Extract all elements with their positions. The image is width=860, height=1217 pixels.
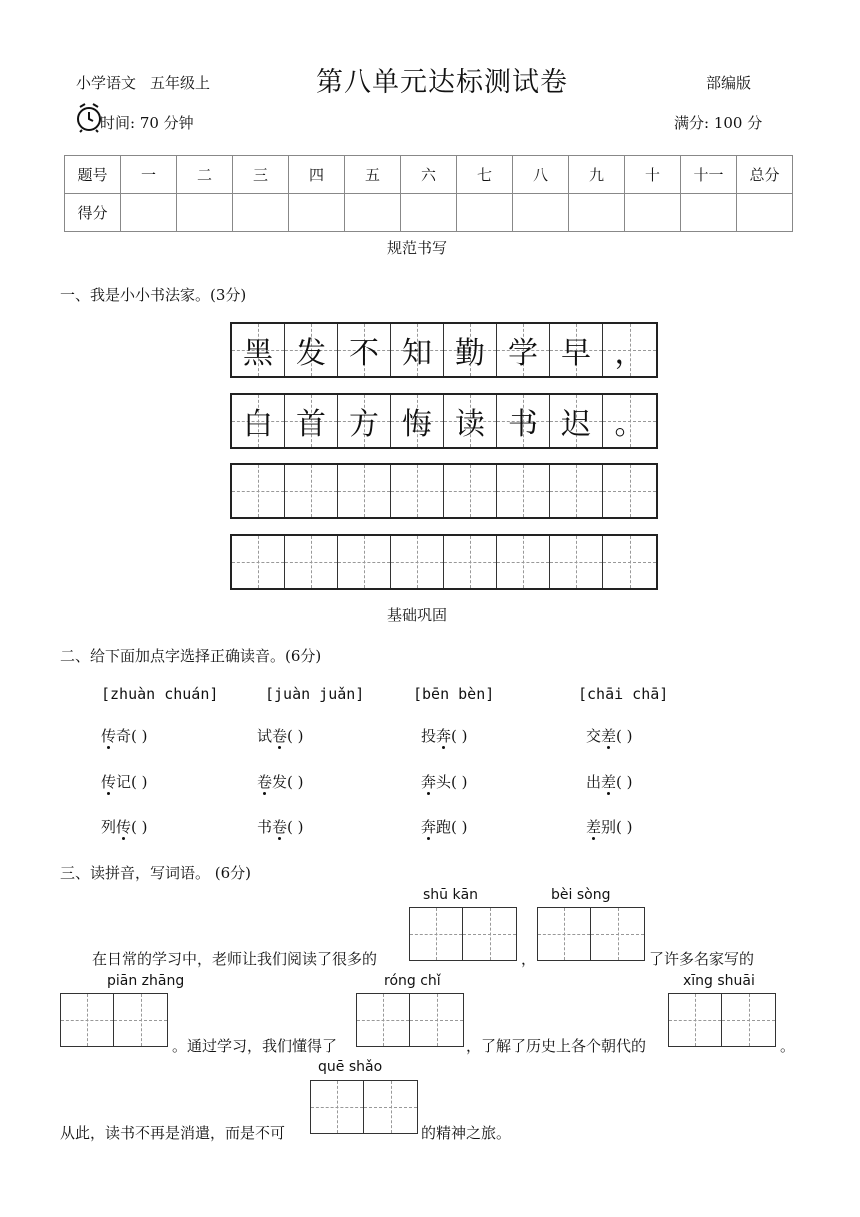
score-input-cell[interactable] [457, 194, 513, 232]
word-cell[interactable] [669, 994, 722, 1046]
table-cell: 二 [177, 156, 233, 194]
grid-cell: 不 [338, 324, 391, 376]
practice-cell[interactable] [391, 536, 444, 588]
table-cell: 得分 [65, 194, 121, 232]
word-item: 卷发( ) [257, 773, 304, 791]
grid-cell: 迟 [550, 395, 603, 447]
grid-cell: 读 [444, 395, 497, 447]
answer-blank[interactable]: ( ) [131, 818, 148, 836]
word-item: 书卷( ) [257, 818, 304, 836]
table-cell: 六 [401, 156, 457, 194]
pinyin-label: quē shǎo [318, 1059, 383, 1075]
answer-blank[interactable]: ( ) [131, 727, 148, 745]
practice-cell[interactable] [603, 536, 656, 588]
score-input-cell[interactable] [401, 194, 457, 232]
pinyin-label: shū kān [423, 887, 479, 903]
table-cell: 四 [289, 156, 345, 194]
pinyin-option-group: [juàn juǎn] [265, 685, 365, 703]
score-input-cell[interactable] [345, 194, 401, 232]
time-label: 时间: 70 分钟 [100, 114, 194, 132]
pinyin-label: xīng shuāi [683, 973, 755, 989]
table-row [65, 156, 793, 194]
score-input-cell[interactable] [569, 194, 625, 232]
practice-cell[interactable] [285, 536, 338, 588]
answer-blank[interactable]: ( ) [287, 818, 304, 836]
word-cell[interactable] [364, 1081, 417, 1133]
full-score-label: 满分: 100 分 [674, 114, 763, 132]
grid-cell: 知 [391, 324, 444, 376]
grid-cell: 悔 [391, 395, 444, 447]
score-input-cell[interactable] [513, 194, 569, 232]
practice-grid-1[interactable] [230, 463, 658, 519]
practice-cell[interactable] [232, 536, 285, 588]
word-item: 传记( ) [101, 773, 148, 791]
word-cell[interactable] [114, 994, 167, 1046]
word-cell[interactable] [357, 994, 410, 1046]
sentence-text: 的精神之旅。 [421, 1124, 512, 1142]
score-input-cell[interactable] [177, 194, 233, 232]
calligraphy-grid-line2 [230, 393, 658, 449]
grid-cell: ， [603, 324, 656, 376]
word-item: 试卷( ) [257, 727, 304, 745]
word-cell[interactable] [591, 908, 644, 960]
pinyin-label: piān zhāng [107, 973, 185, 989]
answer-blank[interactable]: ( ) [451, 818, 468, 836]
word-box-xingshuai[interactable] [668, 993, 776, 1047]
score-input-cell[interactable] [737, 194, 793, 232]
answer-blank[interactable]: ( ) [287, 773, 304, 791]
table-cell: 七 [457, 156, 513, 194]
table-cell: 八 [513, 156, 569, 194]
table-row [65, 194, 793, 232]
practice-cell[interactable] [497, 465, 550, 517]
table-cell: 三 [233, 156, 289, 194]
table-cell: 十 [625, 156, 681, 194]
score-input-cell[interactable] [625, 194, 681, 232]
word-cell[interactable] [722, 994, 775, 1046]
grid-cell: 发 [285, 324, 338, 376]
page-title: 第八单元达标测试卷 [316, 67, 568, 98]
word-cell[interactable] [311, 1081, 364, 1133]
pinyin-option-group: [zhuàn chuán] [101, 685, 219, 703]
table-cell: 十一 [681, 156, 737, 194]
grid-cell: 首 [285, 395, 338, 447]
sentence-text: ，了解了历史上各个朝代的 [466, 1037, 647, 1055]
grade-label: 五年级上 [150, 74, 211, 92]
alarm-clock-icon [76, 101, 102, 133]
word-cell[interactable] [410, 994, 463, 1046]
calligraphy-grid-line1 [230, 322, 658, 378]
grid-cell: 。 [603, 395, 656, 447]
sentence-text: 了许多名家写的 [649, 950, 755, 968]
sentence-text: 。 [780, 1037, 796, 1055]
pinyin-label: róng chǐ [384, 973, 441, 989]
practice-cell[interactable] [603, 465, 656, 517]
word-cell[interactable] [463, 908, 516, 960]
grid-cell: 勤 [444, 324, 497, 376]
answer-blank[interactable]: ( ) [616, 773, 633, 791]
practice-cell[interactable] [391, 465, 444, 517]
grid-cell: 方 [338, 395, 391, 447]
edition-label: 部编版 [706, 74, 752, 92]
practice-cell[interactable] [338, 465, 391, 517]
answer-blank[interactable]: ( ) [287, 727, 304, 745]
practice-cell[interactable] [444, 465, 497, 517]
table-cell: 九 [569, 156, 625, 194]
word-box-pianzhang[interactable] [60, 993, 168, 1047]
score-input-cell[interactable] [233, 194, 289, 232]
pinyin-option-group: [chāi chā] [578, 685, 669, 703]
score-input-cell[interactable] [121, 194, 177, 232]
subject-label: 小学语文 [76, 74, 137, 92]
practice-cell[interactable] [338, 536, 391, 588]
word-item: 传奇( ) [101, 727, 148, 745]
practice-cell[interactable] [550, 536, 603, 588]
score-table [64, 155, 793, 232]
grid-cell: 书 [497, 395, 550, 447]
table-cell: 总分 [737, 156, 793, 194]
word-box-beisong[interactable] [537, 907, 645, 961]
question-2-title: 二、给下面加点字选择正确读音。(6分) [60, 647, 322, 665]
word-item: 交差( ) [586, 727, 633, 745]
answer-blank[interactable]: ( ) [616, 818, 633, 836]
pinyin-option-group: [bēn bèn] [413, 685, 495, 703]
grid-cell: 白 [232, 395, 285, 447]
word-item: 差别( ) [586, 818, 633, 836]
grid-cell: 早 [550, 324, 603, 376]
question-1-title: 一、我是小小书法家。(3分) [60, 286, 247, 304]
grid-cell: 黑 [232, 324, 285, 376]
grid-cell: 学 [497, 324, 550, 376]
practice-cell[interactable] [232, 465, 285, 517]
word-box-shukan[interactable] [409, 907, 517, 961]
word-cell[interactable] [61, 994, 114, 1046]
sentence-text: 从此，读书不再是消遣，而是不可 [60, 1124, 286, 1142]
word-box-queshao[interactable] [310, 1080, 418, 1134]
word-item: 奔跑( ) [421, 818, 468, 836]
score-input-cell[interactable] [289, 194, 345, 232]
question-3-title: 三、读拼音，写词语。 (6分) [60, 864, 252, 882]
pinyin-label: bèi sòng [551, 887, 611, 903]
answer-blank[interactable]: ( ) [451, 773, 468, 791]
word-cell[interactable] [538, 908, 591, 960]
word-item: 出差( ) [586, 773, 633, 791]
word-item: 列传( ) [101, 818, 148, 836]
table-cell: 五 [345, 156, 401, 194]
practice-cell[interactable] [444, 536, 497, 588]
table-cell: 题号 [65, 156, 121, 194]
word-item: 投奔( ) [421, 727, 468, 745]
word-box-rongchi[interactable] [356, 993, 464, 1047]
sentence-text: 在日常的学习中，老师让我们阅读了很多的 [92, 950, 378, 968]
section-heading-basics: 基础巩固 [387, 606, 448, 624]
section-heading-calligraphy: 规范书写 [387, 239, 448, 257]
practice-cell[interactable] [550, 465, 603, 517]
score-input-cell[interactable] [681, 194, 737, 232]
table-cell: 一 [121, 156, 177, 194]
answer-blank[interactable]: ( ) [616, 727, 633, 745]
answer-blank[interactable]: ( ) [451, 727, 468, 745]
practice-cell[interactable] [285, 465, 338, 517]
sentence-text: 。通过学习，我们懂得了 [172, 1037, 338, 1055]
practice-cell[interactable] [497, 536, 550, 588]
sentence-text: ， [521, 950, 537, 968]
word-item: 奔头( ) [421, 773, 468, 791]
answer-blank[interactable]: ( ) [131, 773, 148, 791]
word-cell[interactable] [410, 908, 463, 960]
practice-grid-2[interactable] [230, 534, 658, 590]
